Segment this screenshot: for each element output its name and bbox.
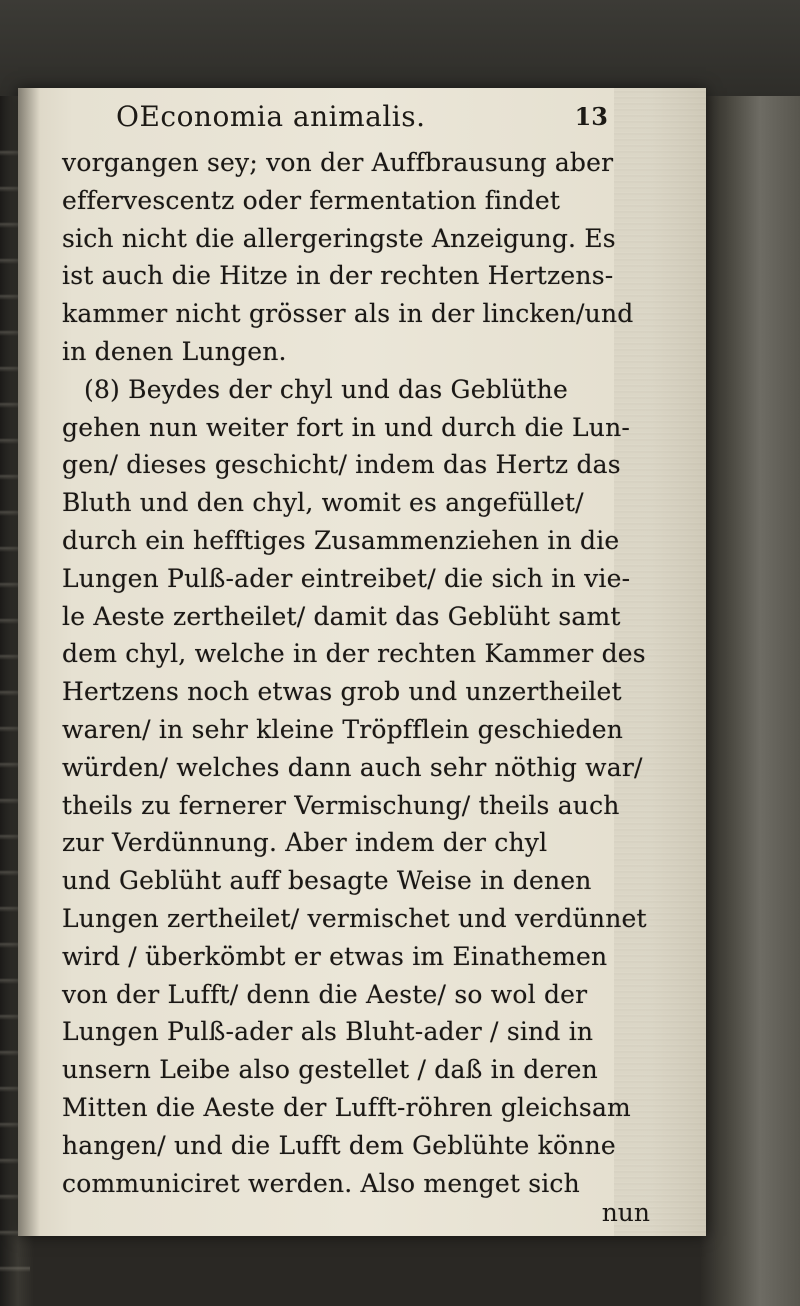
text-line: unsern Leibe also gestellet / daß in deren xyxy=(62,1055,598,1085)
page-number: 13 xyxy=(574,102,608,131)
text-line: vorgangen sey; von der Auffbrausung aber xyxy=(62,148,614,177)
text-line: zur Verdünnung. Aber indem der chyl xyxy=(62,828,548,858)
text-line: von der Lufft/ denn die Aeste/ so wol der xyxy=(62,979,588,1009)
text-line: Mitten die Aeste der Lufft-röhren gleichsam xyxy=(62,1092,631,1122)
text-line: effervescentz oder fermentation findet xyxy=(62,185,561,215)
text-line: Lungen zertheilet/ vermischet und verdünnet xyxy=(62,903,647,933)
body-text xyxy=(62,144,647,1202)
text-line: in denen Lungen. xyxy=(62,336,287,366)
text-line: hangen/ und die Lufft dem Geblühte könne xyxy=(62,1130,616,1160)
text-line: und Geblüht auff besagte Weise in denen xyxy=(62,866,592,896)
text-line: gen/ dieses geschicht/ indem das Hertz das xyxy=(62,450,621,480)
text-line: (8) Beydes der chyl und das Geblüthe xyxy=(84,374,568,404)
text-line: würden/ welches dann auch sehr nöthig war/ xyxy=(62,752,643,782)
text-line: durch ein hefftiges Zusammenziehen in die xyxy=(62,525,620,555)
text-line: le Aeste zertheilet/ damit das Geblüht samt xyxy=(62,601,621,631)
text-line: ist auch die Hitze in der rechten Hertzens- xyxy=(62,261,614,291)
catchword: nun xyxy=(601,1198,650,1227)
text-line: Bluth und den chyl, womit es angefüllet/ xyxy=(62,488,584,518)
text-line: theils zu fernerer Vermischung/ theils auch xyxy=(62,790,620,820)
running-header xyxy=(116,100,636,140)
scan-top-shadow xyxy=(0,0,800,96)
text-line: Lungen Pulß-ader als Bluht-ader / sind in xyxy=(62,1017,594,1047)
text-line: Lungen Pulß-ader eintreibet/ die sich in vie- xyxy=(62,563,631,593)
text-line: waren/ in sehr kleine Tröpfflein geschieden xyxy=(62,714,624,744)
book-page xyxy=(18,88,706,1236)
page-gutter-shadow xyxy=(18,88,40,1236)
text-line: communiciret werden. Also menget sich xyxy=(62,1168,580,1198)
text-line: sich nicht die allergeringste Anzeigung. Es xyxy=(62,223,616,253)
text-line: Hertzens noch etwas grob und unzertheilet xyxy=(62,677,622,707)
text-line: kammer nicht grösser als in der lincken/und xyxy=(62,299,634,329)
text-line: wird / überkömbt er etwas im Einathemen xyxy=(62,941,608,971)
running-title: OEconomia animalis. xyxy=(116,100,426,133)
text-line: gehen nun weiter fort in und durch die Lun- xyxy=(62,412,631,442)
text-line: dem chyl, welche in der rechten Kammer des xyxy=(62,639,646,669)
